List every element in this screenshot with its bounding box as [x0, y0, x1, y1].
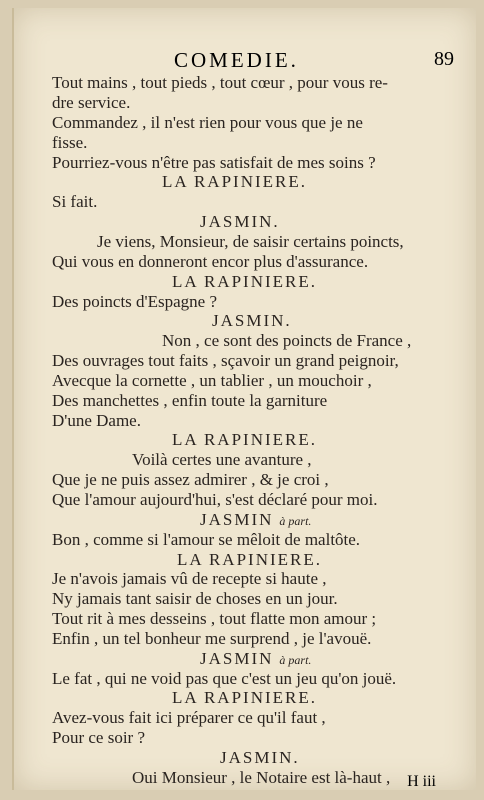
verse-text: Qui vous en donneront encor plus d'assurance. — [52, 252, 369, 271]
verse-text: Avecque la cornette , un tablier , un mouchoir , — [52, 371, 372, 390]
speaker-heading — [200, 510, 311, 531]
speaker-heading — [172, 272, 317, 292]
verse-text: Commandez , il n'est rien pour vous que je ne — [52, 113, 363, 132]
verse-line — [52, 609, 376, 629]
verse-line — [52, 629, 371, 649]
verse-line — [52, 252, 368, 272]
verse-line — [132, 450, 312, 470]
verse-line — [52, 391, 327, 411]
verse-line — [97, 232, 404, 252]
stage-direction: à part. — [279, 514, 312, 528]
running-header — [174, 48, 454, 72]
verse-text: Non , ce sont des poincts de France , — [162, 331, 412, 350]
speaker-heading — [200, 212, 280, 232]
speaker-heading — [200, 649, 311, 670]
verse-text: Des manchettes , enfin toute la garniture — [52, 391, 328, 410]
verse-line — [52, 708, 326, 728]
speaker-name: JASMIN — [200, 649, 274, 668]
verse-text: Pour ce soir ? — [52, 728, 146, 747]
running-title: COMEDIE. — [174, 48, 299, 72]
verse-text: Avez-vous fait ici préparer ce qu'il faut , — [52, 708, 326, 727]
verse-line — [52, 669, 396, 689]
verse-text: Oui Monsieur , le Notaire est là-haut , — [132, 768, 391, 787]
verse-line — [52, 351, 399, 371]
verse-text: Pourriez-vous n'être pas satisfait de mes soins ? — [52, 153, 376, 172]
verse-line — [52, 192, 97, 212]
verse-line — [52, 153, 376, 173]
speaker-name: LA RAPINIERE. — [172, 272, 317, 291]
verse-line — [52, 728, 145, 748]
verse-text: dre service. — [52, 93, 131, 112]
verse-line — [132, 768, 390, 788]
verse-text: Voilà certes une avanture , — [132, 450, 312, 469]
verse-text: Tout mains , tout pieds , tout cœur , pour vous re- — [52, 73, 388, 92]
stage-direction: à part. — [279, 653, 312, 667]
signature-mark: H iii — [407, 773, 436, 790]
verse-text: Que je ne puis assez admirer , & je croi , — [52, 470, 329, 489]
verse-line — [52, 73, 388, 93]
verse-line — [52, 470, 329, 490]
verse-text: Ny jamais tant saisir de choses en un jour. — [52, 589, 338, 608]
speaker-name: JASMIN — [200, 510, 274, 529]
page-number: 89 — [434, 48, 454, 70]
speaker-name: LA RAPINIERE. — [162, 172, 307, 191]
speaker-name: LA RAPINIERE. — [172, 688, 317, 707]
verse-text: D'une Dame. — [52, 411, 141, 430]
verse-line — [52, 371, 372, 391]
speaker-name: JASMIN. — [200, 212, 280, 231]
speaker-heading — [220, 748, 300, 768]
verse-line — [52, 589, 338, 609]
verse-text: Des poincts d'Espagne ? — [52, 292, 217, 311]
speaker-name: JASMIN. — [220, 748, 300, 767]
speaker-name: JASMIN. — [212, 311, 292, 330]
verse-line — [52, 411, 141, 431]
verse-text: Si fait. — [52, 192, 98, 211]
verse-text: Des ouvrages tout faits , sçavoir un grand peignoir, — [52, 351, 399, 370]
speaker-name: LA RAPINIERE. — [172, 430, 317, 449]
speaker-heading — [212, 311, 292, 331]
speaker-heading — [172, 430, 317, 450]
verse-text: fisse. — [52, 133, 88, 152]
verse-text: Je viens, Monsieur, de saisir certains poincts, — [97, 232, 404, 251]
verse-line — [162, 331, 411, 351]
verse-line — [52, 530, 360, 550]
verse-line — [52, 113, 363, 133]
speaker-name: LA RAPINIERE. — [177, 550, 322, 569]
book-page — [12, 8, 476, 790]
speaker-heading — [162, 172, 307, 192]
verse-text: Enfin , un tel bonheur me surprend , je l'avouë. — [52, 629, 372, 648]
verse-line — [52, 490, 378, 510]
verse-line — [52, 569, 327, 589]
verse-line — [52, 93, 130, 113]
speaker-heading — [172, 688, 317, 708]
verse-line — [52, 292, 217, 312]
verse-text: Que l'amour aujourd'hui, s'est déclaré pour moi. — [52, 490, 378, 509]
verse-text: Bon , comme si l'amour se mêloit de maltôte. — [52, 530, 361, 549]
verse-text: Le fat , qui ne void pas que c'est un jeu qu'on jouë. — [52, 669, 397, 688]
verse-text: Tout rit à mes desseins , tout flatte mon amour ; — [52, 609, 377, 628]
verse-text: Je n'avois jamais vû de recepte si haute , — [52, 569, 327, 588]
verse-line — [52, 133, 87, 153]
speaker-heading — [177, 550, 322, 570]
